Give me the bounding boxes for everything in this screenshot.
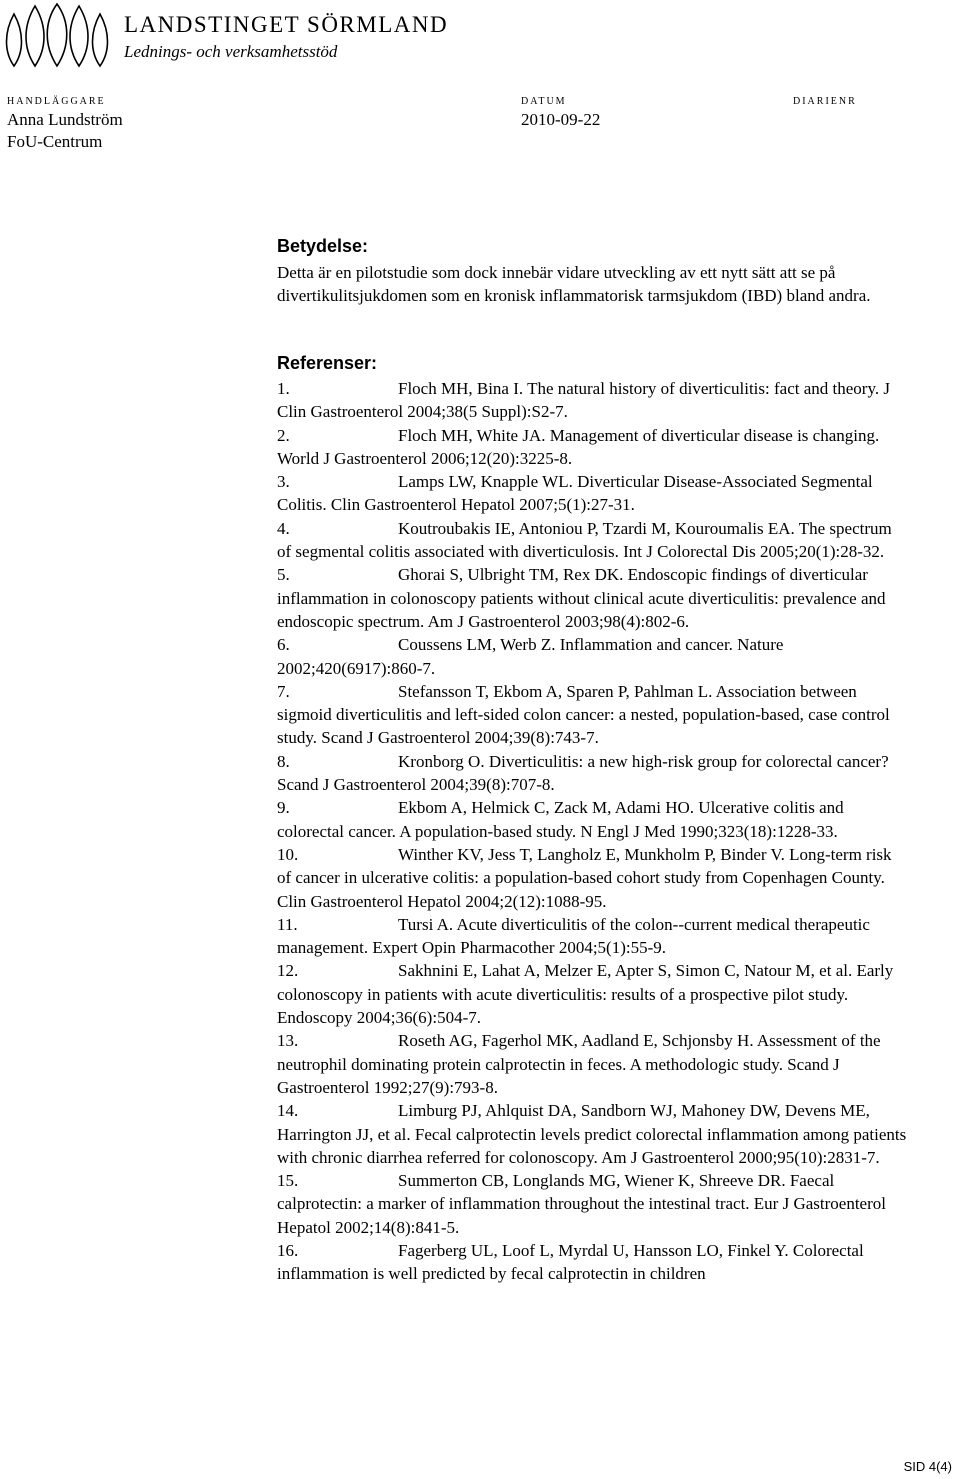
reference-text: Coussens LM, Werb Z. Inflammation and cancer. Nature 2002;420(6917):860-7.	[277, 635, 784, 678]
reference-text: Sakhnini E, Lahat A, Melzer E, Apter S, Simon C, Natour M, et al. Early colonoscopy in patients with acute diverticulitis: results of a prospective pilot study. Endoscopy 2004;36(6):504-7.	[277, 961, 894, 1028]
reference-item	[277, 517, 907, 564]
reference-number: 4.	[277, 518, 290, 538]
reference-text: Roseth AG, Fagerhol MK, Aadland E, Schjonsby H. Assessment of the neutrophil dominating protein calprotectin in feces. A methodologic study. Scand J Gastroenterol 1992;27(9):793-8.	[277, 1031, 881, 1097]
reference-text: Limburg PJ, Ahlquist DA, Sandborn WJ, Mahoney DW, Devens ME, Harrington JJ, et al. Fecal calprotectin levels predict colorectal inflammation among patients with chronic diarrhea referred for colonoscopy. Am J Gastroenterol 2000;95(10):2831-7.	[277, 1101, 907, 1167]
reference-item	[277, 750, 907, 797]
reference-text: Kronborg O. Diverticulitis: a new high-risk group for colorectal cancer? Scand J Gastroenterol 2004;39(8):707-8.	[277, 751, 889, 795]
reference-number: 2.	[277, 425, 290, 445]
reference-text: Koutroubakis IE, Antoniou P, Tzardi M, Kouroumalis EA. The spectrum of segmental colitis associated with diverticulosis. Int J Colorectal Dis 2005;20(1):28-32.	[277, 518, 892, 562]
reference-number: 14.	[277, 1101, 299, 1121]
reference-number: 1.	[277, 379, 290, 398]
landstinget-logo-icon	[2, 2, 112, 68]
reference-number: 9.	[277, 798, 290, 818]
reference-item	[277, 633, 907, 680]
reference-item	[277, 1169, 907, 1239]
reference-item	[277, 680, 907, 750]
organization-name: LANDSTINGET SÖRMLAND	[124, 12, 449, 37]
reference-item	[277, 959, 907, 1029]
reference-item	[277, 470, 907, 517]
reference-text: Stefansson T, Ekbom A, Sparen P, Pahlman L. Association between sigmoid diverticulitis and left-sided colon cancer: a nested, population-based, case control study. Scand J Gastroenterol 2004;39(8):743-7.	[277, 681, 890, 748]
reference-item	[277, 796, 907, 843]
handlaggare-unit: FoU-Centrum	[7, 132, 103, 151]
reference-text: Floch MH, White JA. Management of diverticular disease is changing. World J Gastroenterol 2006;12(20):3225-8.	[277, 425, 880, 468]
reference-item	[277, 563, 907, 633]
reference-text: Summerton CB, Longlands MG, Wiener K, Shreeve DR. Faecal calprotectin: a marker of inflammation throughout the intestinal tract. Eur J Gastroenterol Hepatol 2002;14(8):841-5.	[277, 1171, 886, 1237]
reference-item	[277, 377, 907, 424]
handlaggare-label: HANDLÄGGARE	[7, 96, 106, 107]
reference-item	[277, 1029, 907, 1099]
reference-number: 16.	[277, 1240, 299, 1260]
reference-text: Tursi A. Acute diverticulitis of the colon--current medical therapeutic management. Expert Opin Pharmacother 2004;5(1):55-9.	[277, 914, 870, 958]
reference-number: 8.	[277, 751, 290, 771]
datum-label: DATUM	[521, 96, 567, 107]
reference-text: Winther KV, Jess T, Langholz E, Munkholm P, Binder V. Long-term risk of cancer in ulcerative colitis: a population-based cohort study from Copenhagen County. Clin Gastroenterol Hepatol 2004;2(12):1088-95.	[277, 844, 892, 911]
reference-number: 7.	[277, 681, 290, 701]
reference-text: Ekbom A, Helmick C, Zack M, Adami HO. Ulcerative colitis and colorectal cancer. A population-based study. N Engl J Med 1990;323(18):1228-33.	[277, 798, 844, 841]
reference-text: Ghorai S, Ulbright TM, Rex DK. Endoscopic findings of diverticular inflammation in colonoscopy patients without clinical acute diverticulitis: prevalence and endoscopic spectrum. Am J Gastroenterol 2003;98(4):802-6.	[277, 565, 886, 631]
reference-item	[277, 1239, 907, 1286]
diarienr-label: DIARIENR	[793, 96, 857, 107]
reference-number: 11.	[277, 914, 298, 934]
reference-number: 3.	[277, 472, 290, 492]
reference-text: Floch MH, Bina I. The natural history of diverticulitis: fact and theory. J Clin Gastroenterol 2004;38(5 Suppl):S2-7.	[277, 379, 890, 422]
organization-subtitle: Lednings- och verksamhetsstöd	[124, 42, 338, 61]
reference-item	[277, 1099, 907, 1169]
reference-number: 5.	[277, 565, 290, 585]
datum-value: 2010-09-22	[521, 110, 601, 129]
betydelse-text: Detta är en pilotstudie som dock innebär vidare utveckling av ett nytt sätt att se på divertikulitsjukdomen som en kronisk inflammatorisk tarmsjukdom (IBD) bland andra.	[277, 263, 871, 306]
referenser-heading: Referenser:	[277, 353, 378, 373]
reference-number: 13.	[277, 1031, 299, 1051]
reference-number: 15.	[277, 1171, 299, 1191]
reference-number: 6.	[277, 635, 290, 655]
reference-item	[277, 843, 907, 913]
reference-text: Lamps LW, Knapple WL. Diverticular Disease-Associated Segmental Colitis. Clin Gastroenterol Hepatol 2007;5(1):27-31.	[277, 472, 873, 515]
reference-text: Fagerberg UL, Loof L, Myrdal U, Hansson LO, Finkel Y. Colorectal inflammation is well predicted by fecal calprotectin in children	[277, 1240, 864, 1284]
reference-item	[277, 424, 907, 471]
reference-number: 12.	[277, 961, 299, 981]
reference-number: 10.	[277, 844, 299, 864]
page-number: SID 4(4)	[903, 1459, 952, 1474]
reference-item	[277, 913, 907, 960]
betydelse-heading: Betydelse:	[277, 236, 369, 256]
handlaggare-name: Anna Lundström	[7, 110, 123, 129]
reference-list	[277, 377, 907, 1286]
